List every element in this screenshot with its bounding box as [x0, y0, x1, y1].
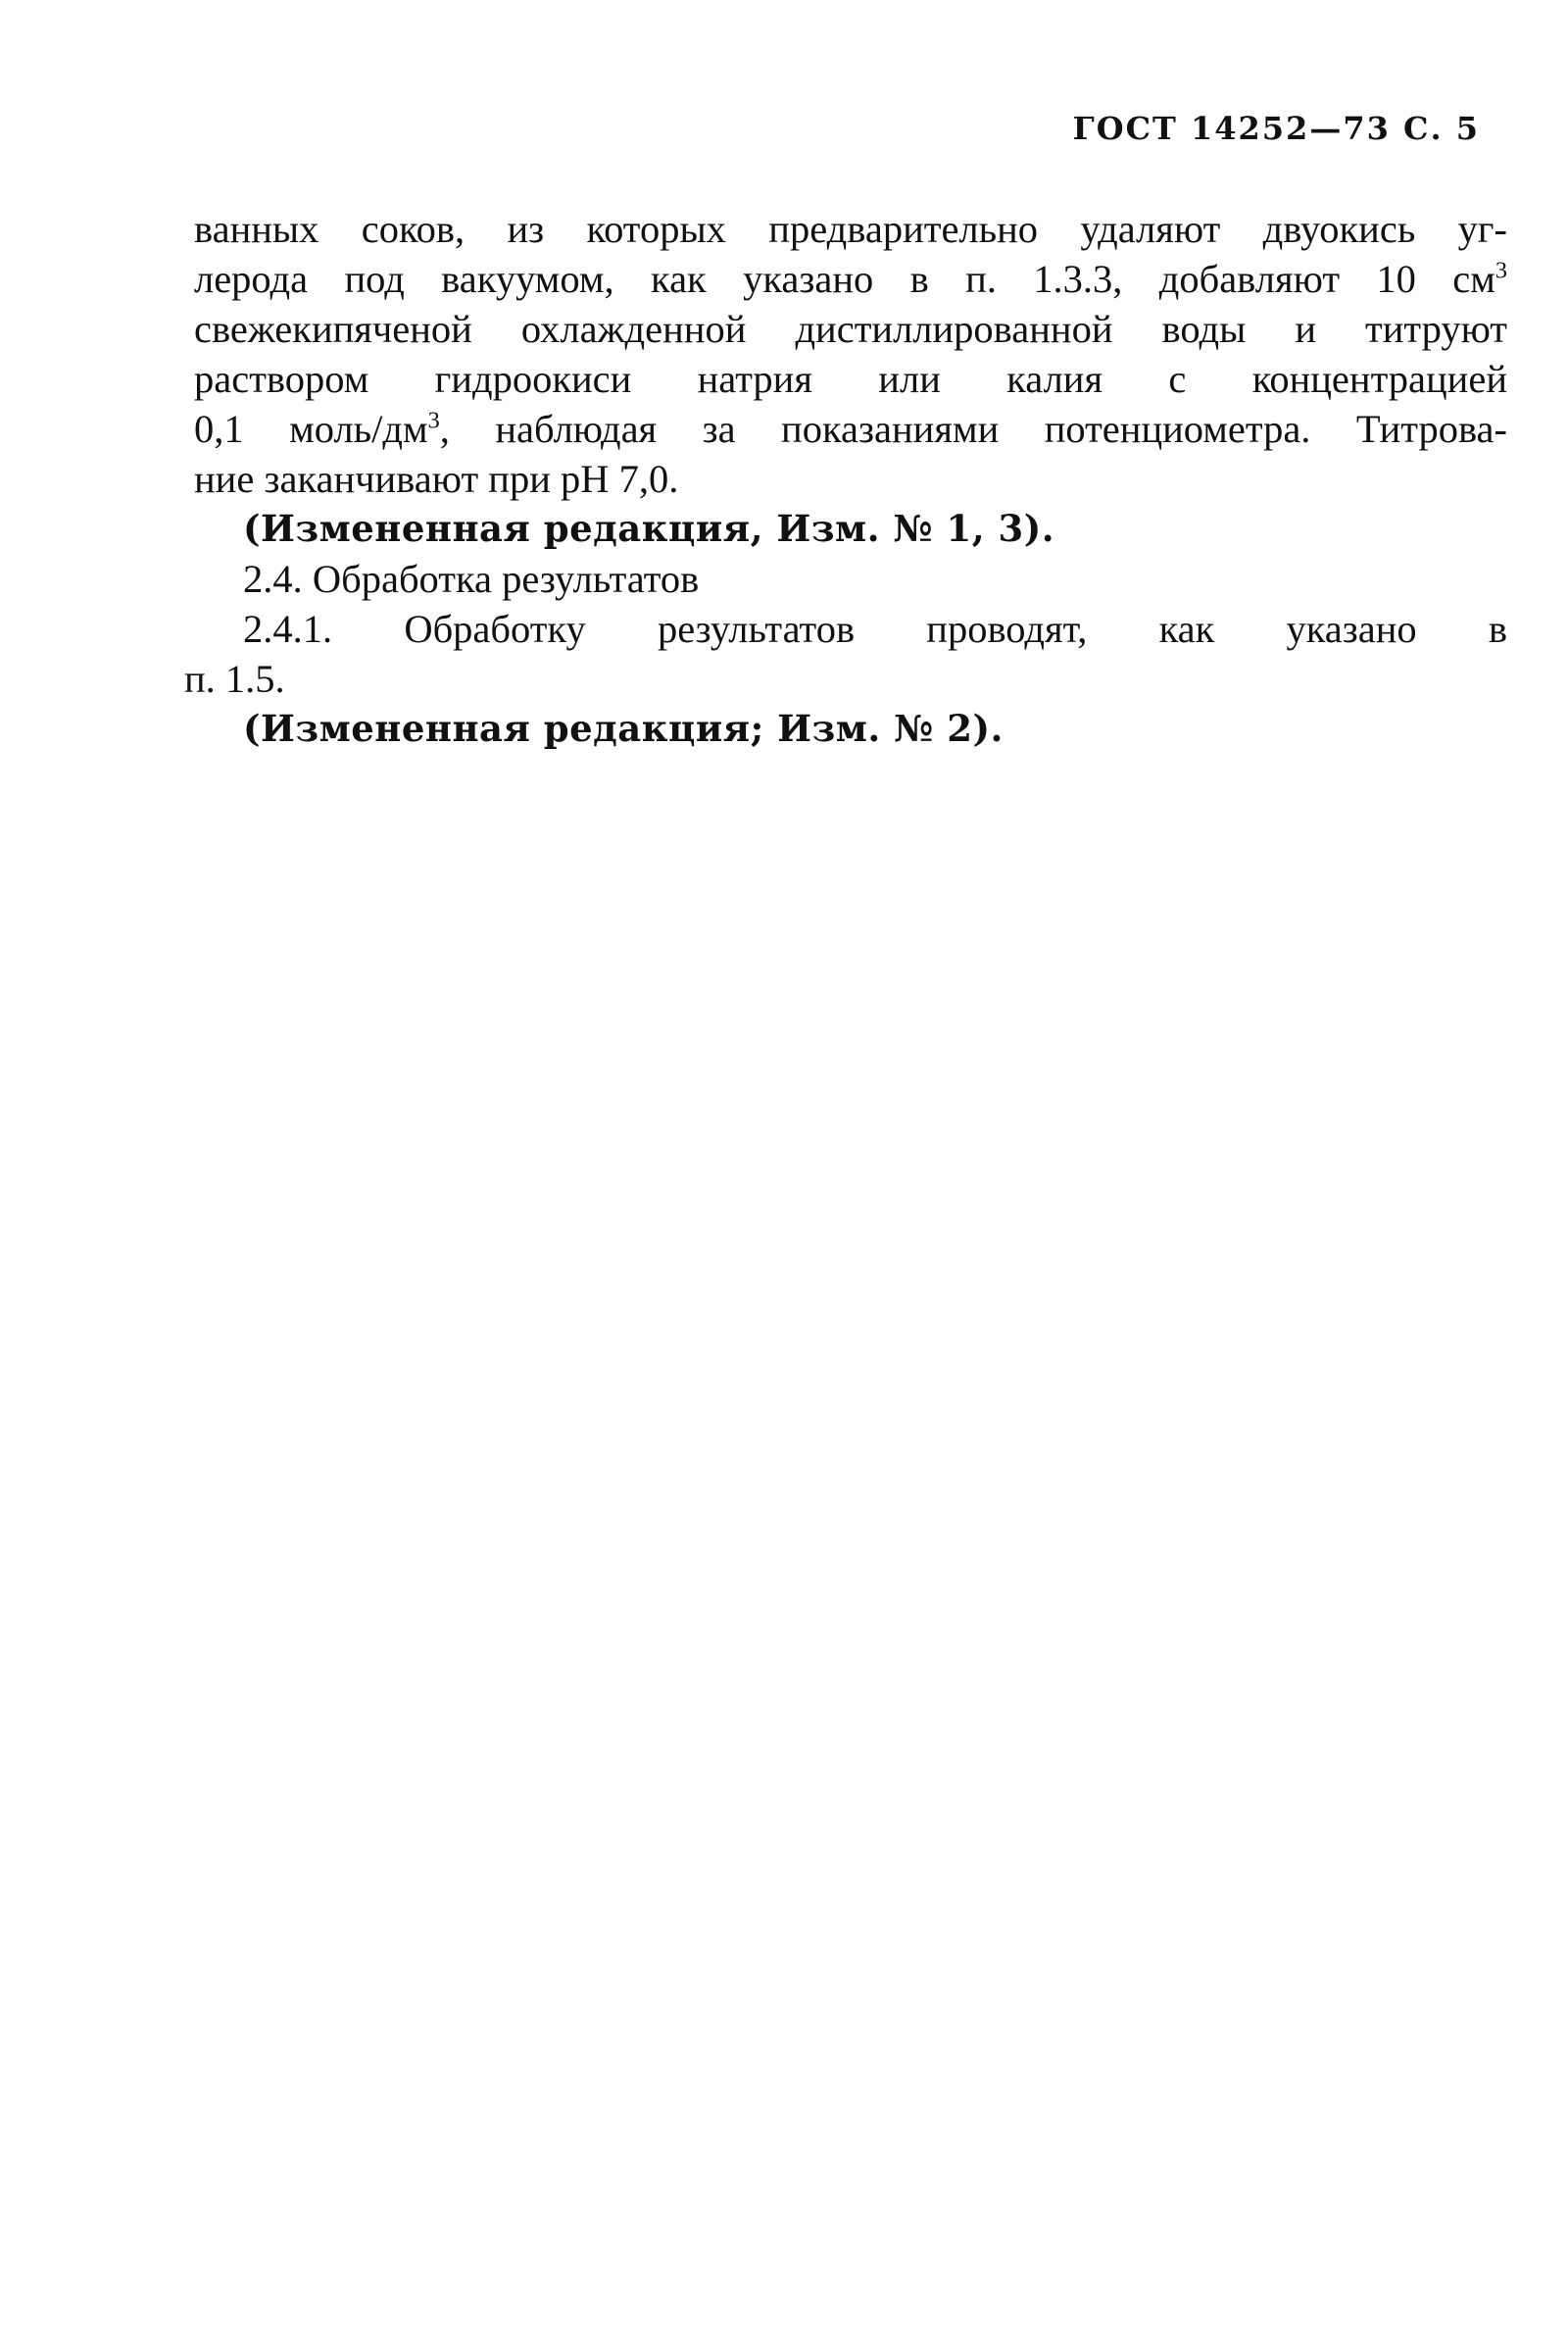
text-line-main: , наблюдая за показаниями потенциометра. Титрова-: [439, 407, 1508, 451]
text-line: [194, 254, 1507, 304]
text-line: 2.4.1. Обработку результатов проводят, как указано в: [243, 607, 1507, 651]
page-header: ГОСТ 14252—73 С. 5: [1072, 110, 1480, 147]
text-line: [194, 404, 1507, 454]
text-line: свежекипяченой охлажденной дистиллированной воды и титруют: [194, 307, 1507, 351]
document-body: [184, 204, 1508, 754]
superscript: 3: [427, 407, 440, 434]
section-heading: 2.4. Обработка результатов: [243, 557, 700, 601]
paragraph-titration: [194, 204, 1507, 504]
amendment-note: (Измененная редакция, Изм. № 1, 3).: [243, 507, 1055, 550]
superscript: 3: [1494, 257, 1507, 284]
amendment-note: (Измененная редакция; Изм. № 2).: [243, 707, 1004, 750]
text-line: ванных соков, из которых предварительно удаляют двуокись уг-: [194, 207, 1507, 251]
text-line-pre: 0,1 моль/дм: [194, 407, 428, 451]
paragraph-results: [184, 604, 1507, 704]
text-line: п. 1.5.: [184, 657, 285, 701]
text-line: ние заканчивают при pH 7,0.: [194, 457, 679, 501]
text-line: раствором гидроокиси натрия или калия с концентрацией: [194, 357, 1507, 401]
text-line-main: лерода под вакуумом, как указано в п. 1.3.3, добавляют 10 см: [194, 257, 1495, 301]
